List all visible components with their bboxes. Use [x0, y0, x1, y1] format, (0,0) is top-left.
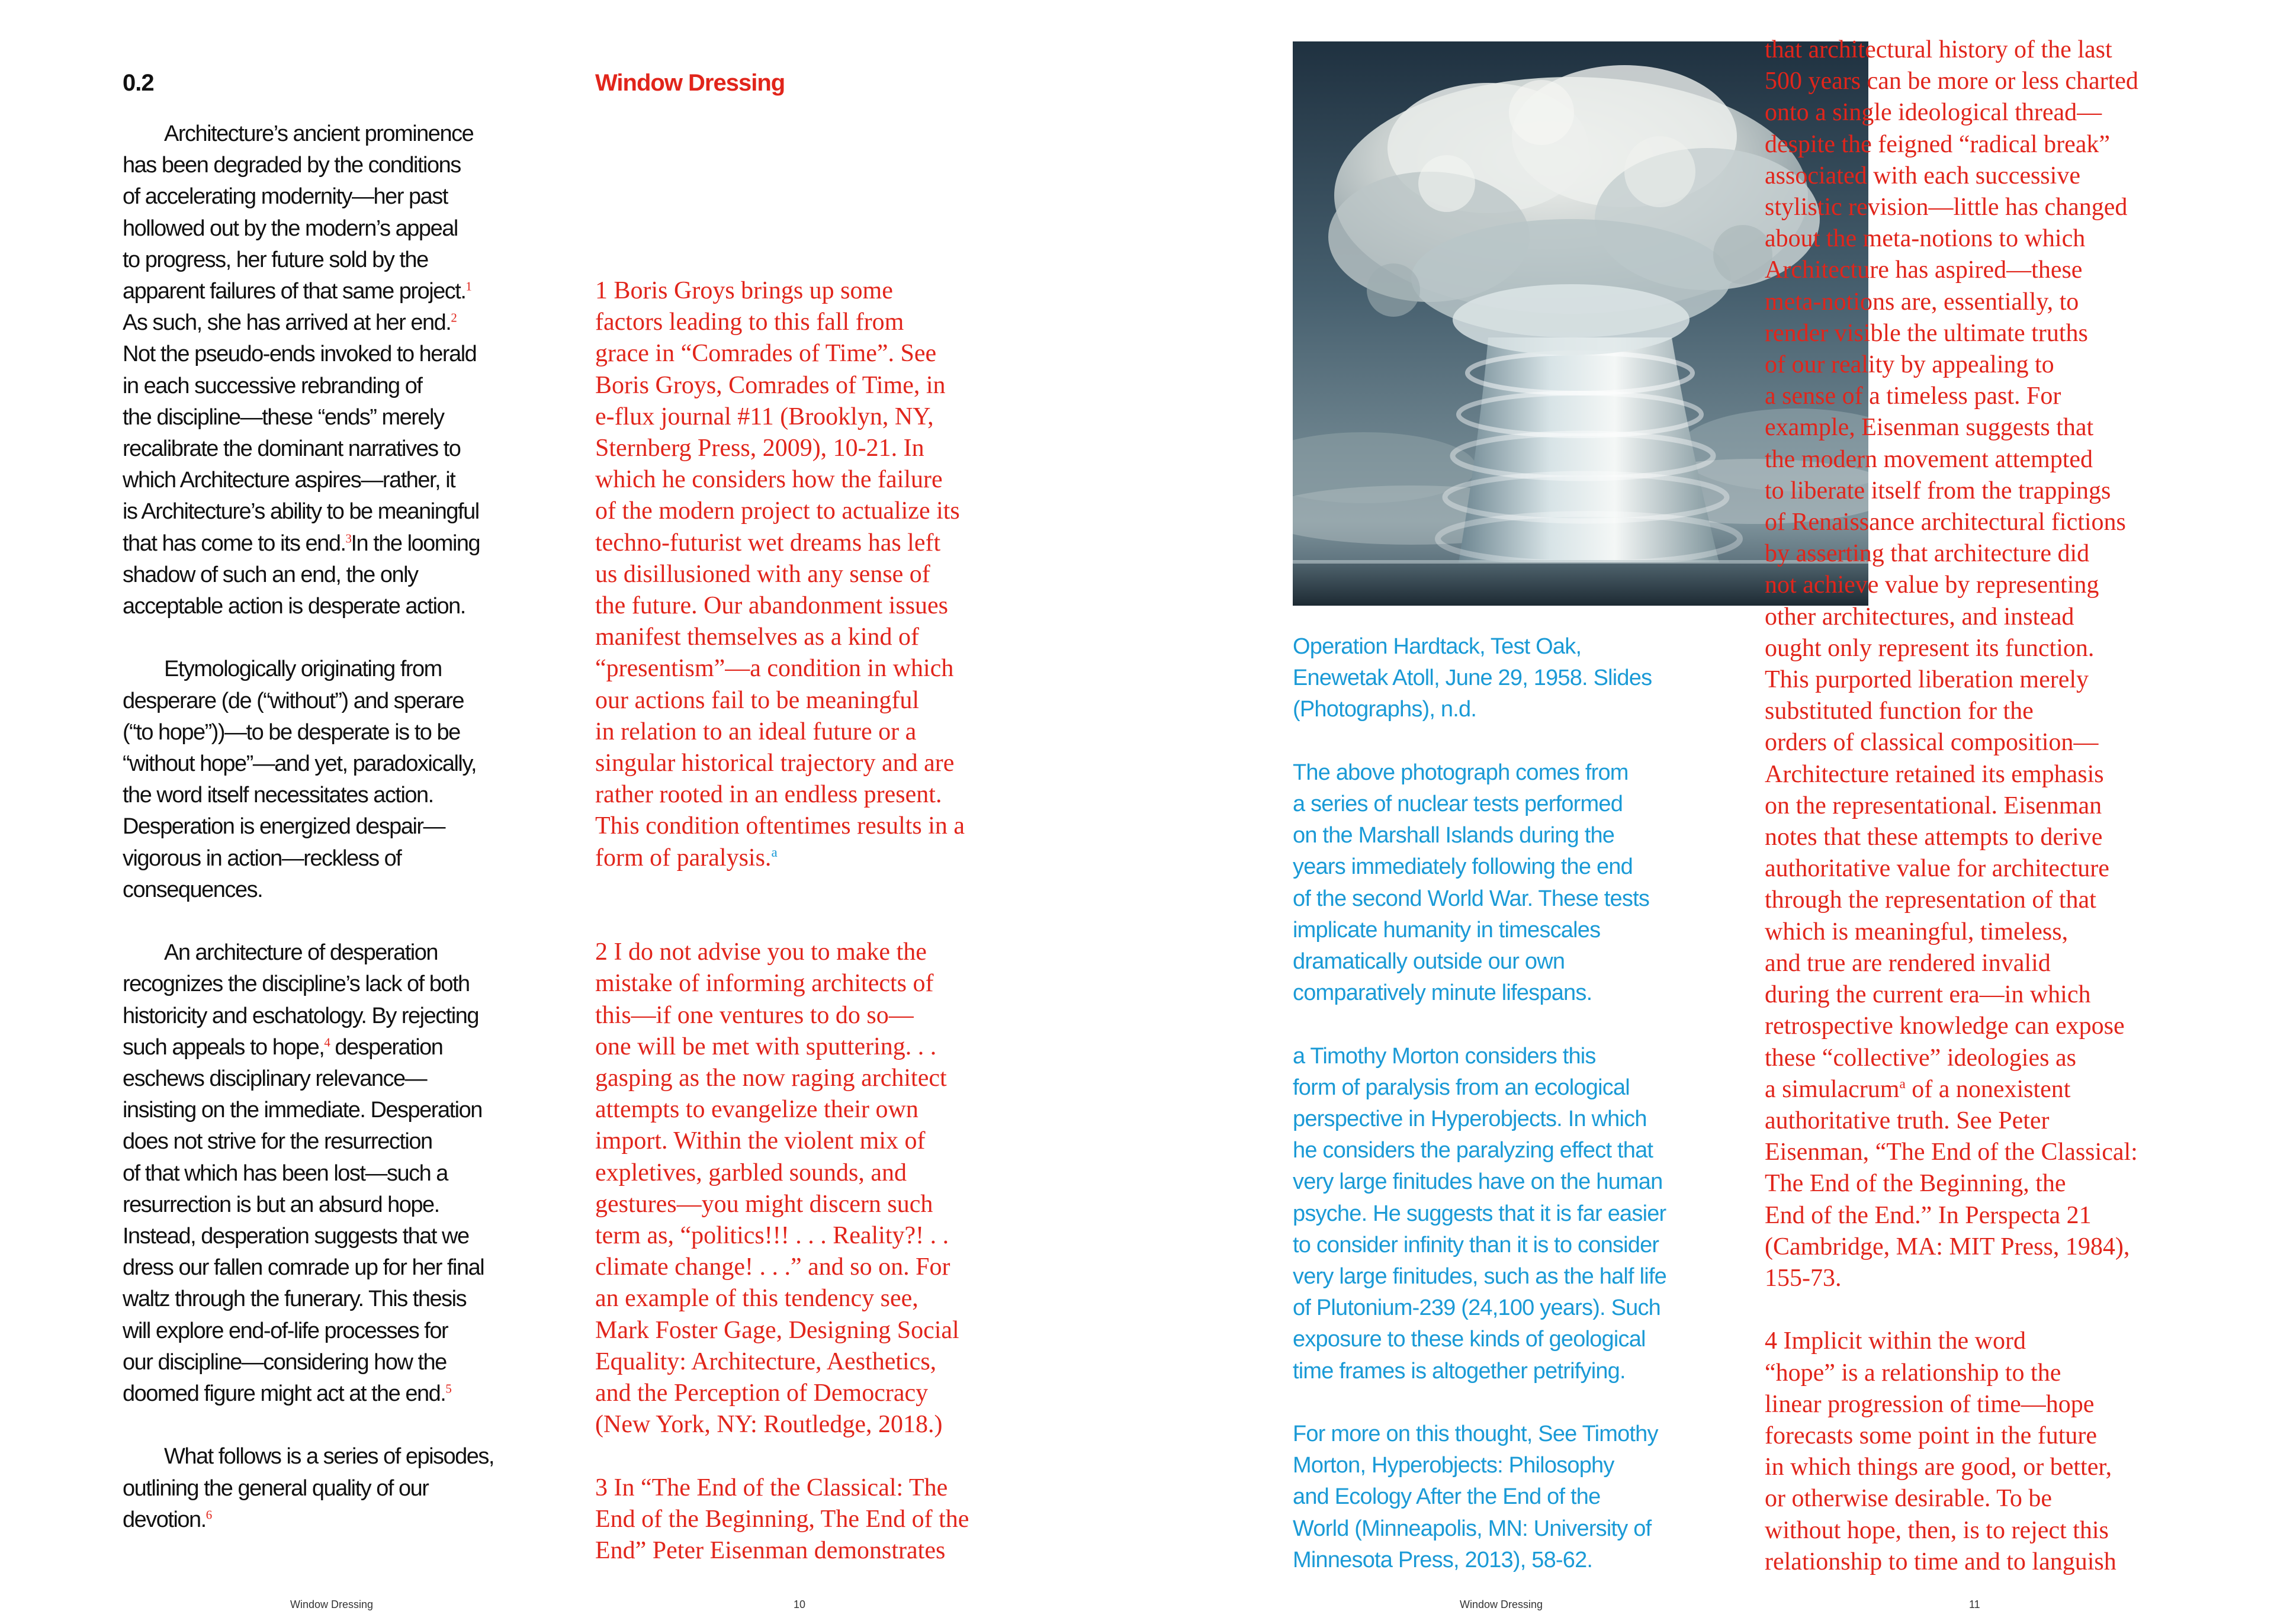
right-page: [1137, 0, 2274, 1624]
footnote-ref-4[interactable]: 4: [324, 1035, 330, 1050]
chapter-title: Window Dressing: [595, 70, 785, 96]
body-paragraph-1: Architecture’s ancient prominence has been degraded by the conditions of accelerating modernity—her past hollowed out by the modern’s appeal to progress, her future sold by the apparent failures of that same project.$^1$ As such, she has arrived at her end.$^2$ Not the pseudo-ends invoked to herald in each successive rebranding of the discipline—these “ends” merely recalibrate the dominant narratives to which Architecture aspires—rather, it is Architecture’s ability to be meaningful that has come to its end.$^3$In the looming shadow of such an end, the only acceptable action is desperate action.: [123, 121, 480, 619]
footnote-ref-1[interactable]: 1: [465, 279, 471, 294]
caption-body: The above photograph comes from a series of nuclear tests performed on the Marshall Islands during the years immediately following the end of the second World War. These tests implicate humanity in timescales dramatically outside our own comparatively minute lifespans.: [1293, 760, 1650, 1006]
body-paragraph-2: Etymologically originating from desperare (de (“without”) and sperare (“to hope”))—to be desperate is to be “without hope”—and yet, paradoxically, the word itself necessitates action. Desperation is energized despair— vigorous in action—reckless of consequences.: [123, 657, 477, 902]
footer-page-number: 10: [794, 1599, 806, 1610]
footer-running-title: Window Dressing: [290, 1599, 374, 1610]
footnote-4: 4 Implicit within the word “hope” is a relationship to the linear progression of time—hope forecasts some point in the future in which things are good, or better, or otherwise desirable. To be without hope, then, is to reject this relationship to time and to languish: [1765, 1327, 2116, 1575]
footnote-ref-6[interactable]: 6: [205, 1507, 211, 1522]
footer-running-title-right: Window Dressing: [1460, 1599, 1543, 1610]
note-a-reference: For more on this thought, See Timothy Morton, Hyperobjects: Philosophy and Ecology After the End of the World (Minneapolis, MN: University of Minnesota Press, 2013), 58-62.: [1293, 1422, 1658, 1572]
footnote-3-continued: that architectural history of the last 500 years can be more or less charted onto a single ideological thread— despite the feigned “radical break” associated with each successive stylistic revision—little has changed about the meta-notions to which Architecture has aspired—these meta-notions are, essentially, to render visible the ultimate truths of our reality by appealing to a sense of a timeless past. For example, Eisenman suggests that the modern movement attempted to liberate itself from the trappings of Renaissance architectural fictions by asserting that architecture did not achieve value by representing other architectures, and instead ought only represent its function. This purported liberation merely substituted function for the orders of classical composition— Architecture retained its emphasis on the representational. Eisenman notes that these attempts to derive authoritative value for architecture through the representation of that which is meaningful, timeless, and true are rendered invalid during the current era—in which retrospective knowledge can expose these “collective” ideologies as a simulacrum$^a$ of a nonexistent authoritative truth. See Peter Eisenman, “The End of the Classical: The End of the Beginning, the End of the End.” In Perspecta 21 (Cambridge, MA: MIT Press, 1984), 155-73.: [1765, 36, 2138, 1292]
note-ref-a-2[interactable]: a: [1899, 1075, 1906, 1091]
footnote-column: [595, 275, 1045, 1567]
figure-caption: Operation Hardtack, Test Oak, Enewetak Atoll, June 29, 1958. Slides (Photographs), n.d.: [1293, 634, 1652, 722]
body-column: [123, 118, 549, 1536]
caption-column: [1293, 631, 1743, 1576]
body-paragraph-4: What follows is a series of episodes, outlining the general quality of our devotion.$^6$: [123, 1444, 494, 1532]
section-number: 0.2: [123, 70, 154, 96]
footnote-2: 2 I do not advise you to make the mistake of informing architects of this—if one ventures to do so— one will be met with sputtering. . . gasping as the now raging architect attempts to evangelize their own import. Within the violent mix of expletives, garbled sounds, and gestures—you might discern such term as, “politics!!! . . . Reality?! . . climate change! . . .” and so on. For an example of this tendency see, Mark Foster Gage, Designing Social Equality: Architecture, Aesthetics, and the Perception of Democracy (New York, NY: Routledge, 2018.): [595, 938, 959, 1439]
footnote-ref-5[interactable]: 5: [445, 1381, 451, 1396]
note-ref-a[interactable]: a: [771, 844, 778, 860]
body-paragraph-3: An architecture of desperation recognizes the discipline’s lack of both historicity and eschatology. By rejecting such appeals to hope,$^4$ desperation eschews disciplinary relevance— insisting on the immediate. Desperation does not strive for the resurrection of that which has been lost—such a resurrection is but an absurd hope. Instead, desperation suggests that we dress our fallen comrade up for her final waltz through the funerary. This thesis will explore end-of-life processes for our discipline—considering how the doomed figure might act at the end.$^5$: [123, 940, 484, 1407]
footnote-continuation-column: [1765, 34, 2250, 1578]
footer-page-number-right: 11: [1969, 1599, 1980, 1610]
footnote-3: 3 In “The End of the Classical: The End of the Beginning, The End of the End” Peter Eisenman demonstrates: [595, 1474, 969, 1565]
note-a: a Timothy Morton considers this form of paralysis from an ecological perspective in Hyperobjects. In which he considers the paralyzing effect that very large finitudes have on the human psyche. He suggests that it is far easier to consider infinity than it is to consider very large finitudes, such as the half life of Plutonium-239 (24,100 years). Such exposure to these kinds of geological time frames is altogether petrifying.: [1293, 1043, 1666, 1384]
footnote-1: 1 Boris Groys brings up some factors leading to this fall from grace in “Comrades of Time”. See Boris Groys, Comrades of Time, in e-flux journal #11 (Brooklyn, NY, Sternberg Press, 2009), 10-21. In which he considers how the failure of the modern project to actualize its techno-futurist wet dreams has left us disillusioned with any sense of the future. Our abandonment issues manifest themselves as a kind of “presentism”—a condition in which our actions fail to be meaningful in relation to an ideal future or a singular historical trajectory and are rather rooted in an endless present. This condition oftentimes results in a form of paralysis.$^a$: [595, 277, 965, 872]
footnote-ref-3[interactable]: 3: [345, 530, 351, 545]
footnote-ref-2[interactable]: 2: [451, 310, 457, 325]
